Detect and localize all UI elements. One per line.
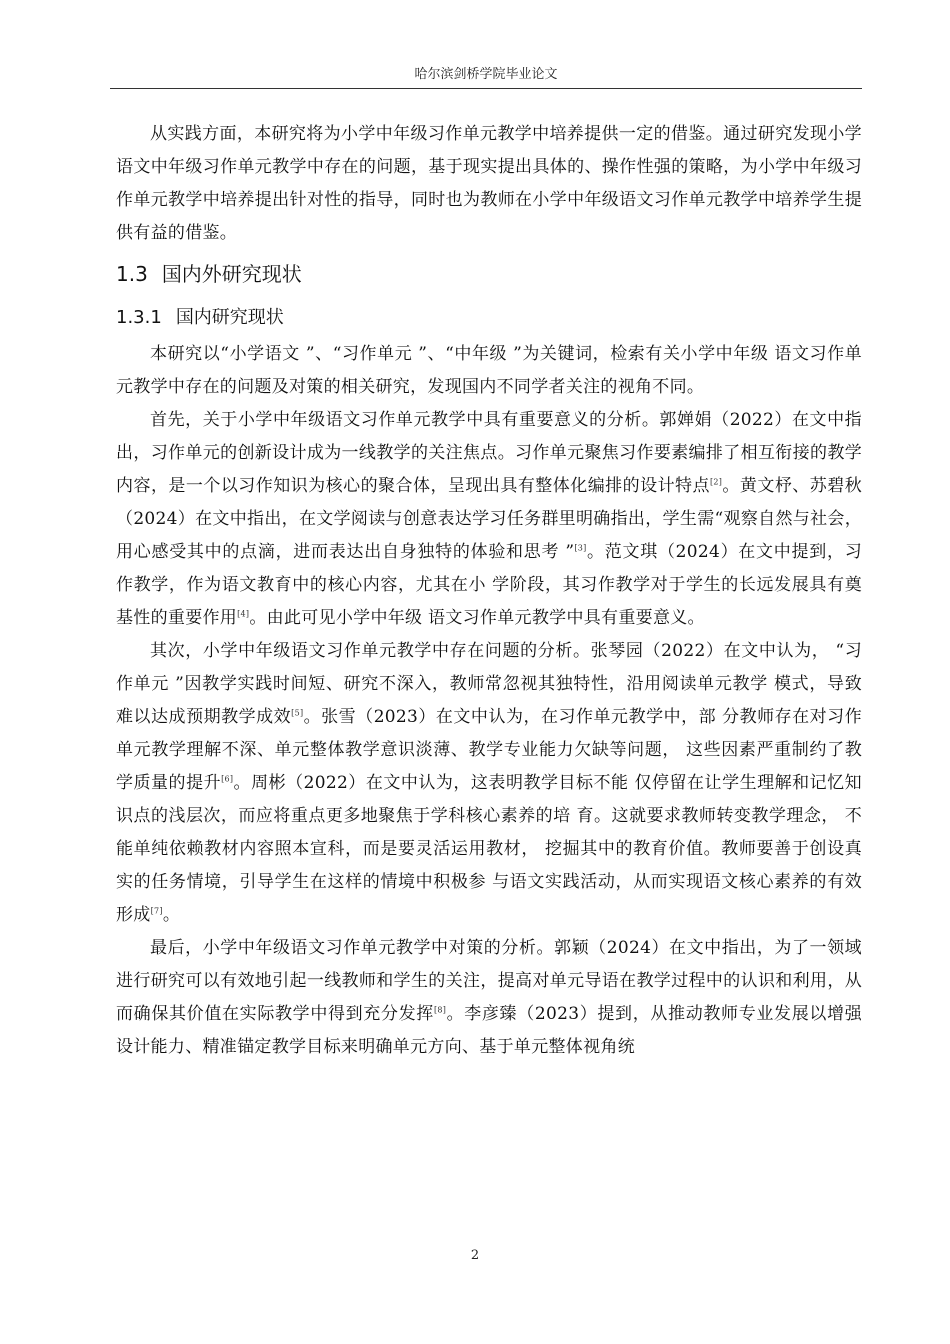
page-header: 哈尔滨剑桥学院毕业论文 — [414, 67, 558, 82]
section-title: 国内外研究现状 — [161, 262, 302, 286]
text-segment: 。由此可见小学中年级 语文习作单元教学中具有重要意义。 — [249, 608, 705, 628]
citation-ref: [8] — [433, 1005, 447, 1015]
citation-ref: [3] — [574, 543, 587, 553]
text-segment: 。张雪（2023）在文中认为，在习作单元教学中，部 分教师存在对习作单元教学理解不深、单元整体教学意识淡薄、教学专业能力欠缺等问题， 这些因素严重制约了教学质量的提升 — [116, 707, 862, 793]
paragraph-practice-significance: 从实践方面，本研究将为小学中年级习作单元教学中培养提供一定的借鉴。通过研究发现小学语文中年级习作单元教学中存在的问题，基于现实提出具体的、操作性强的策略，为小学中年级习作单元教学中培养提出针对性的指导，同时也为教师在小学中年级语文习作单元教学中培养学生提供有益的借鉴。 — [116, 124, 862, 243]
citation-ref: [5] — [291, 708, 304, 718]
subsection-heading-1-3-1 — [116, 296, 862, 338]
text-segment: 其次，小学中年级语文习作单元教学中存在问题的分析。张琴园（2022）在文中认为， “习作单元 ”因教学实践时间短、研究不深入，教师常忽视其独特性，沿用阅读单元教学 模式，导致难以达成预期教学成效 — [116, 641, 862, 727]
citation-ref: [7] — [150, 906, 163, 916]
section-heading-1-3 — [116, 252, 862, 296]
text-segment: 。黄文杼、苏碧秋（2024）在文中指出，在文学阅读与创意表达学习任务群里明确指出，学生需“观察自然与社会，用心感受其中的点滴，进而表达出自身独特的体验和思考 ” — [116, 476, 862, 562]
header-divider — [110, 88, 862, 89]
text-segment: 。李彦臻（2023）提到，从推动教师专业发展以增强设计能力、精准锚定教学目标来明确单元方向、基于单元整体视角统 — [116, 1004, 862, 1057]
citation-ref: [2] — [710, 477, 723, 487]
text-segment: 。范文琪（2024）在文中提到，习作教学，作为语文教育中的核心内容，尤其在小 学阶段，其习作教学对于学生的长远发展具有奠基性的重要作用 — [116, 542, 862, 628]
section-number: 1.3 — [116, 262, 148, 286]
subsection-number: 1.3.1 — [116, 307, 162, 328]
paragraph-keywords: 本研究以“小学语文 ”、“习作单元 ”、“中年级 ”为关键词，检索有关小学中年级 语文习作单元教学中存在的问题及对策的相关研究，发现国内不同学者关注的视角不同。 — [116, 344, 862, 397]
paragraph-strategy-analysis — [116, 932, 862, 1064]
text-segment: 最后，小学中年级语文习作单元教学中对策的分析。郭颖（2024）在文中指出，为了一领域进行研究可以有效地引起一线教师和学生的关注，提高对单元导语在教学过程中的认识和利用，从而确保其价值在实际教学中得到充分发挥 — [116, 938, 862, 1024]
text-segment: 。周彬（2022）在文中认为，这表明教学目标不能 仅停留在让学生理解和记忆知识点的浅层次，而应将重点更多地聚焦于学科核心素养的培 育。这就要求教师转变教学理念， 不能单纯依赖教材内容照本宣科，而是要灵活运用教材， 挖掘其中的教育价值。教师要善于创设真实的任务情境，引导学生在这样的情境中积极参 与语文实践活动，从而实现语文核心素养的有效形成 — [116, 773, 862, 925]
citation-ref: [6] — [221, 774, 234, 784]
citation-ref: [4] — [237, 609, 250, 619]
text-segment: 。 — [162, 905, 181, 925]
paragraph-significance-analysis — [116, 404, 862, 635]
document-body — [116, 118, 862, 1064]
paragraph-problem-analysis — [116, 635, 862, 932]
subsection-title: 国内研究现状 — [175, 307, 284, 328]
page-number: 2 — [470, 1248, 480, 1263]
text-segment: 首先，关于小学中年级语文习作单元教学中具有重要意义的分析。郭婵娟（2022）在文中指出，习作单元的创新设计成为一线教学的关注焦点。习作单元聚焦习作要素编排了相互衔接的教学内容，是一个以习作知识为核心的聚合体，呈现出具有整体化编排的设计特点 — [116, 410, 862, 496]
